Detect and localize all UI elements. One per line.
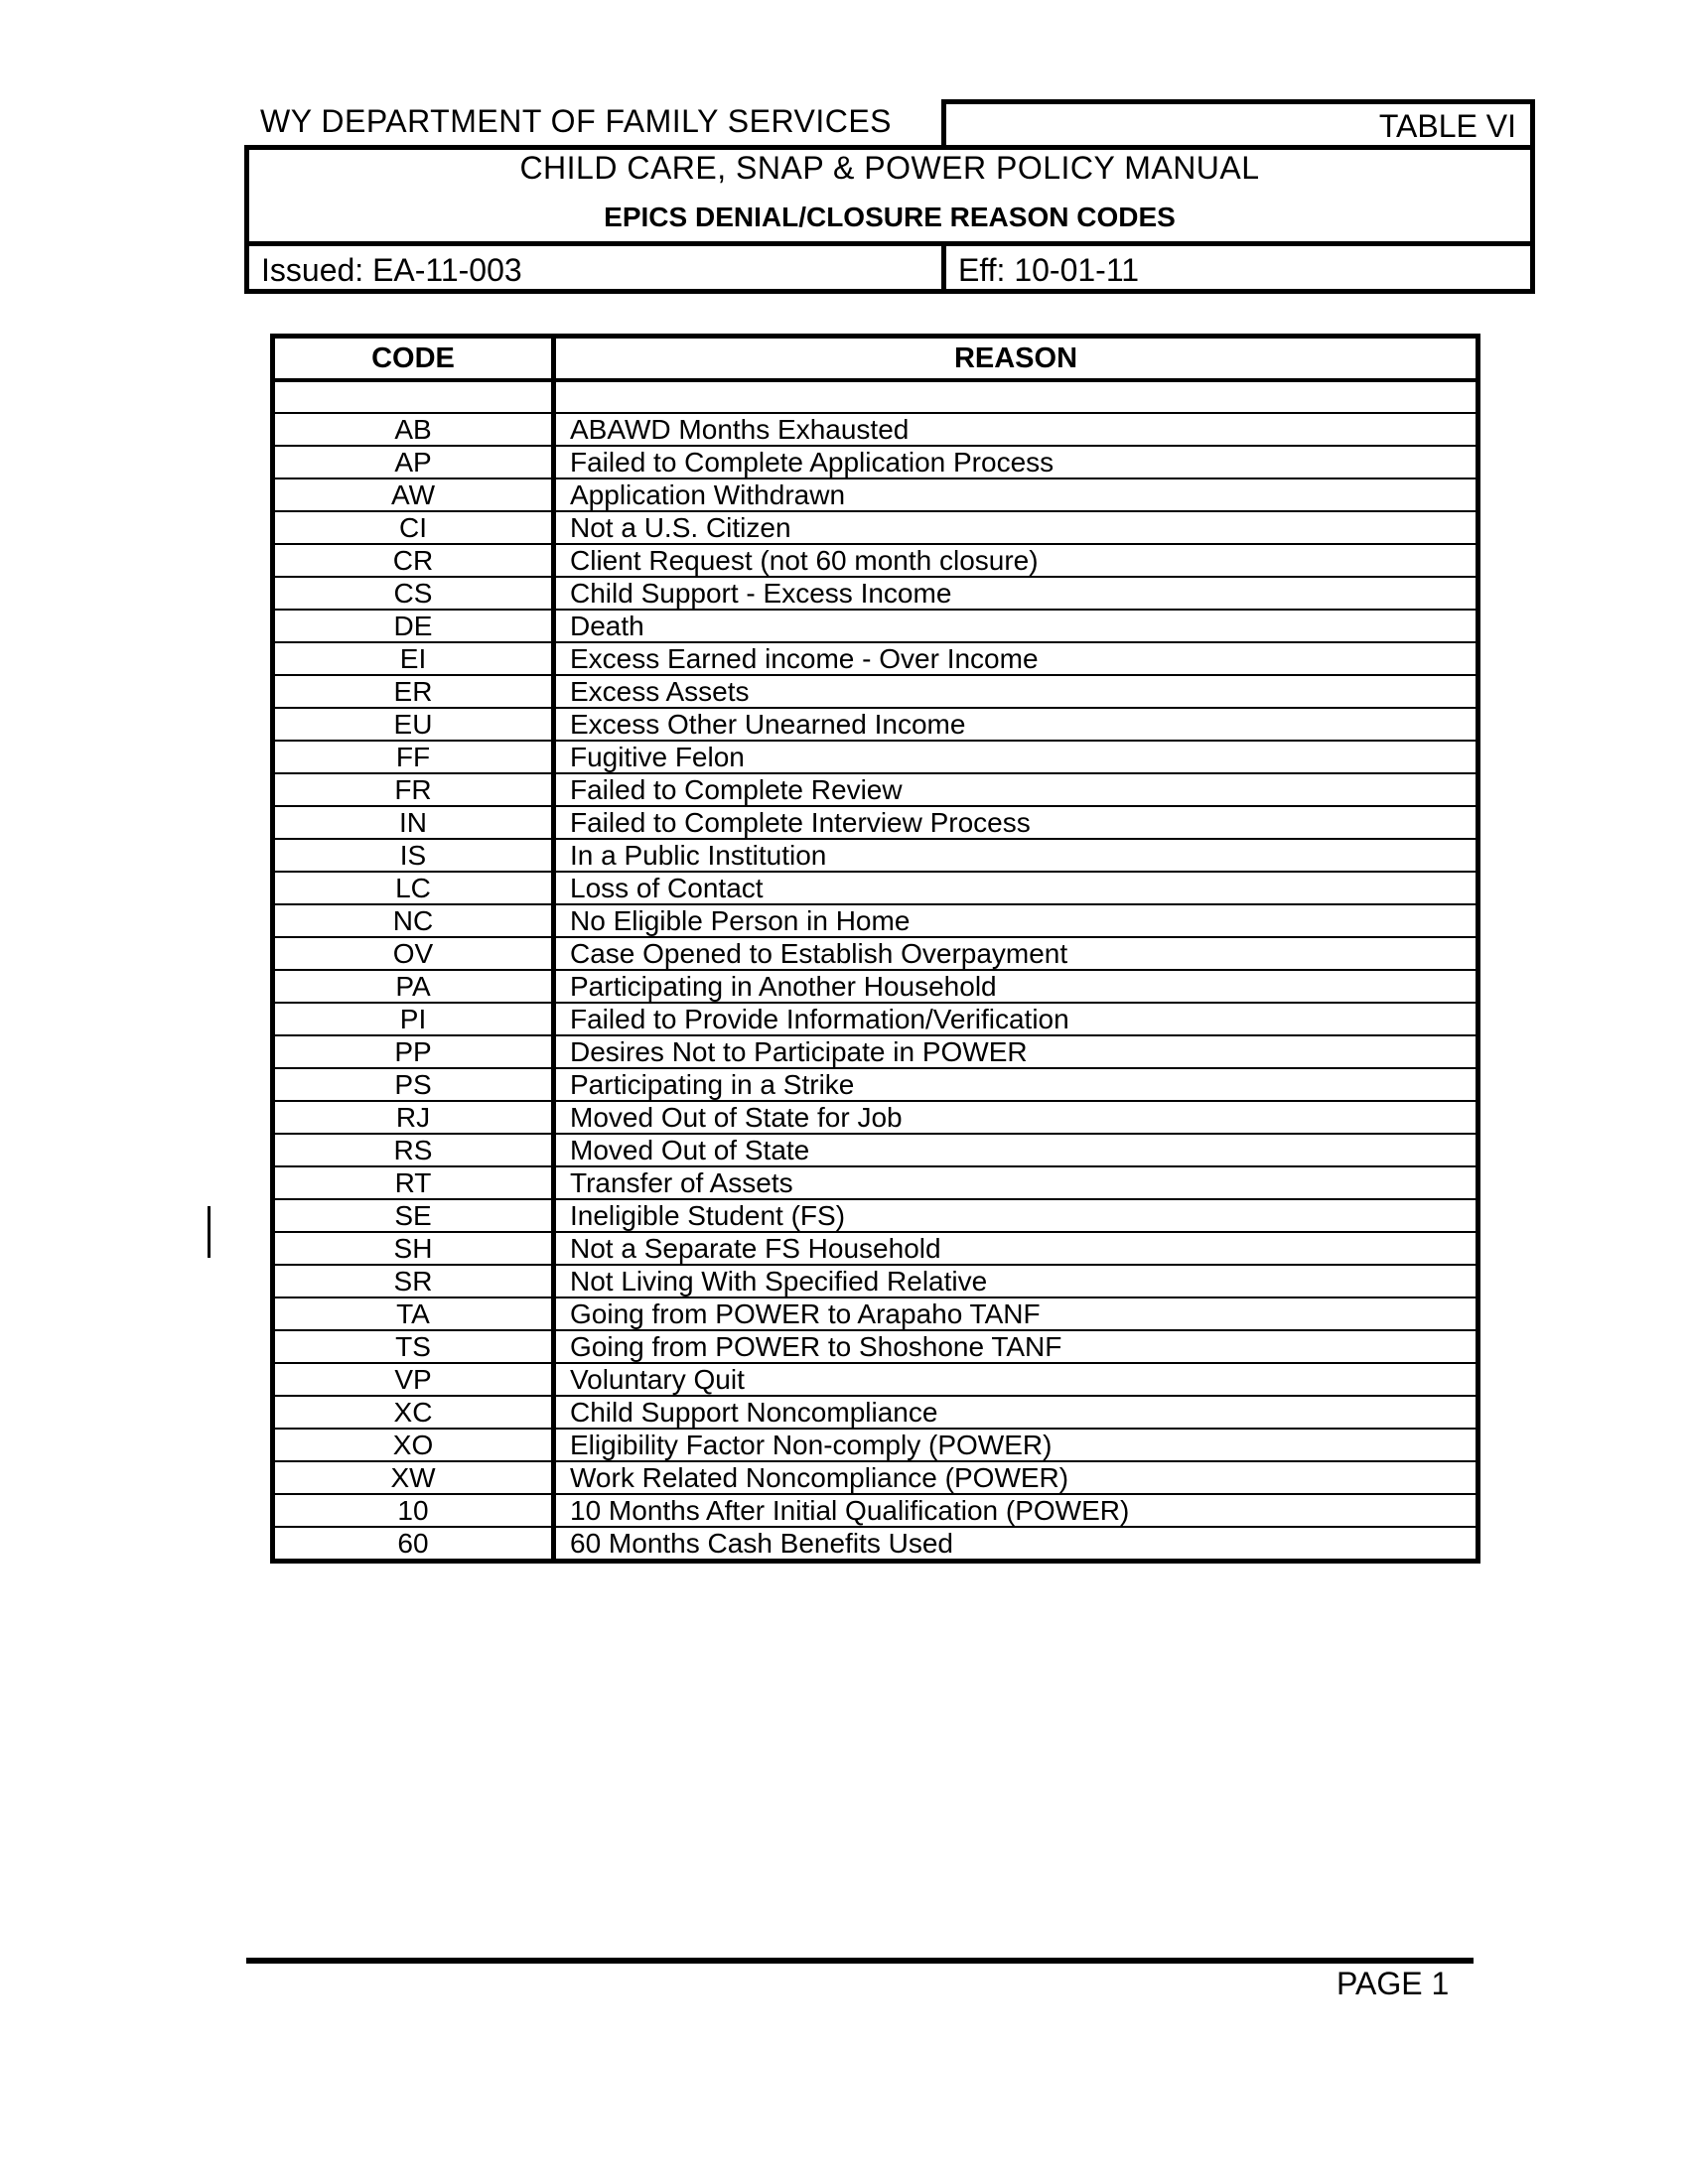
issued-number: Issued: EA-11-003 [261,252,522,288]
reason-cell: In a Public Institution [554,839,1478,872]
table-row [273,577,1478,610]
reason-cell: Moved Out of State for Job [554,1101,1478,1134]
reason-cell: Failed to Complete Interview Process [554,806,1478,839]
reason-cell: 10 Months After Initial Qualification (POWER) [554,1494,1478,1527]
table-row [273,1330,1478,1363]
table-row [273,1396,1478,1429]
table-row [273,970,1478,1003]
department-name: WY DEPARTMENT OF FAMILY SERVICES [260,103,892,139]
code-cell: TA [273,1297,554,1330]
reason-cell: Ineligible Student (FS) [554,1199,1478,1232]
reason-cell: Failed to Complete Review [554,773,1478,806]
margin-change-bar [208,1206,211,1258]
code-cell: SH [273,1232,554,1265]
code-cell: PA [273,970,554,1003]
code-cell: CS [273,577,554,610]
reason-cell: Failed to Provide Information/Verification [554,1003,1478,1035]
reason-cell: 60 Months Cash Benefits Used [554,1527,1478,1562]
code-cell: 60 [273,1527,554,1562]
code-cell: FR [273,773,554,806]
reason-cell: Not a U.S. Citizen [554,511,1478,544]
reason-cell: Client Request (not 60 month closure) [554,544,1478,577]
code-cell: PP [273,1035,554,1068]
code-cell: PI [273,1003,554,1035]
table-label-box [941,99,1535,147]
code-cell: 10 [273,1494,554,1527]
table-row [273,1527,1478,1562]
table-row [273,1166,1478,1199]
table-row [273,872,1478,904]
reason-cell: Application Withdrawn [554,478,1478,511]
code-cell: AP [273,446,554,478]
header-column-divider [941,241,946,294]
code-cell: PS [273,1068,554,1101]
reason-codes-table [270,334,1480,1564]
code-cell: SR [273,1265,554,1297]
header-title-box [244,145,1535,294]
code-cell: OV [273,937,554,970]
code-column-header: CODE [273,337,554,381]
table-row [273,1199,1478,1232]
table-body [273,380,1478,1562]
code-cell: CI [273,511,554,544]
manual-title: CHILD CARE, SNAP & POWER POLICY MANUAL [519,150,1260,186]
spacer-cell [554,380,1478,413]
reason-cell: Excess Assets [554,675,1478,708]
code-cell: AB [273,413,554,446]
reason-cell: Child Support - Excess Income [554,577,1478,610]
code-cell: VP [273,1363,554,1396]
reason-cell: Not Living With Specified Relative [554,1265,1478,1297]
table-row [273,904,1478,937]
table-row [273,1297,1478,1330]
document-header [244,99,1535,294]
table-row [273,675,1478,708]
reason-cell: Moved Out of State [554,1134,1478,1166]
reason-cell: Fugitive Felon [554,741,1478,773]
table-row [273,708,1478,741]
code-cell: AW [273,478,554,511]
table-row [273,839,1478,872]
reason-cell: Participating in a Strike [554,1068,1478,1101]
reason-cell: No Eligible Person in Home [554,904,1478,937]
footer-rule [246,1958,1474,1964]
page-number: PAGE 1 [1336,1966,1450,2001]
table-row [273,937,1478,970]
reason-cell: Excess Earned income - Over Income [554,642,1478,675]
table-row [273,773,1478,806]
reason-cell: Transfer of Assets [554,1166,1478,1199]
reason-cell: Excess Other Unearned Income [554,708,1478,741]
code-cell: NC [273,904,554,937]
reason-cell: Death [554,610,1478,642]
table-row [273,478,1478,511]
table-row [273,806,1478,839]
table-row [273,413,1478,446]
header-divider [249,241,1530,246]
table-row [273,1265,1478,1297]
reason-cell: Failed to Complete Application Process [554,446,1478,478]
code-cell: EU [273,708,554,741]
reason-cell: Child Support Noncompliance [554,1396,1478,1429]
table-header-row [273,337,1478,381]
reason-cell: Case Opened to Establish Overpayment [554,937,1478,970]
table-row [273,1068,1478,1101]
code-cell: XC [273,1396,554,1429]
table-row [273,1101,1478,1134]
reason-cell: Participating in Another Household [554,970,1478,1003]
table-row [273,1232,1478,1265]
table-row [273,610,1478,642]
spacer-cell [273,380,554,413]
code-cell: ER [273,675,554,708]
table-row [273,1003,1478,1035]
table-row [273,1429,1478,1461]
table-row [273,642,1478,675]
table-row [273,1494,1478,1527]
reason-cell: Voluntary Quit [554,1363,1478,1396]
table-row [273,511,1478,544]
table-row [273,544,1478,577]
code-cell: TS [273,1330,554,1363]
reason-cell: Not a Separate FS Household [554,1232,1478,1265]
code-cell: IN [273,806,554,839]
code-cell: RJ [273,1101,554,1134]
reason-cell: Loss of Contact [554,872,1478,904]
code-cell: LC [273,872,554,904]
code-cell: CR [273,544,554,577]
table-row [273,1134,1478,1166]
code-cell: RT [273,1166,554,1199]
code-cell: RS [273,1134,554,1166]
document-subtitle: EPICS DENIAL/CLOSURE REASON CODES [604,202,1176,232]
code-cell: XW [273,1461,554,1494]
reason-cell: ABAWD Months Exhausted [554,413,1478,446]
reason-cell: Eligibility Factor Non-comply (POWER) [554,1429,1478,1461]
code-cell: DE [273,610,554,642]
reason-cell: Going from POWER to Arapaho TANF [554,1297,1478,1330]
reason-cell: Work Related Noncompliance (POWER) [554,1461,1478,1494]
reason-cell: Desires Not to Participate in POWER [554,1035,1478,1068]
effective-date: Eff: 10-01-11 [958,252,1140,288]
table-row [273,1461,1478,1494]
code-cell: EI [273,642,554,675]
code-cell: XO [273,1429,554,1461]
code-cell: SE [273,1199,554,1232]
reason-column-header: REASON [554,337,1478,381]
code-cell: FF [273,741,554,773]
table-label: TABLE VI [1378,108,1516,144]
table-row [273,1035,1478,1068]
code-cell: IS [273,839,554,872]
table-row [273,1363,1478,1396]
table-row [273,741,1478,773]
table-row [273,446,1478,478]
reason-cell: Going from POWER to Shoshone TANF [554,1330,1478,1363]
table-spacer-row [273,380,1478,413]
